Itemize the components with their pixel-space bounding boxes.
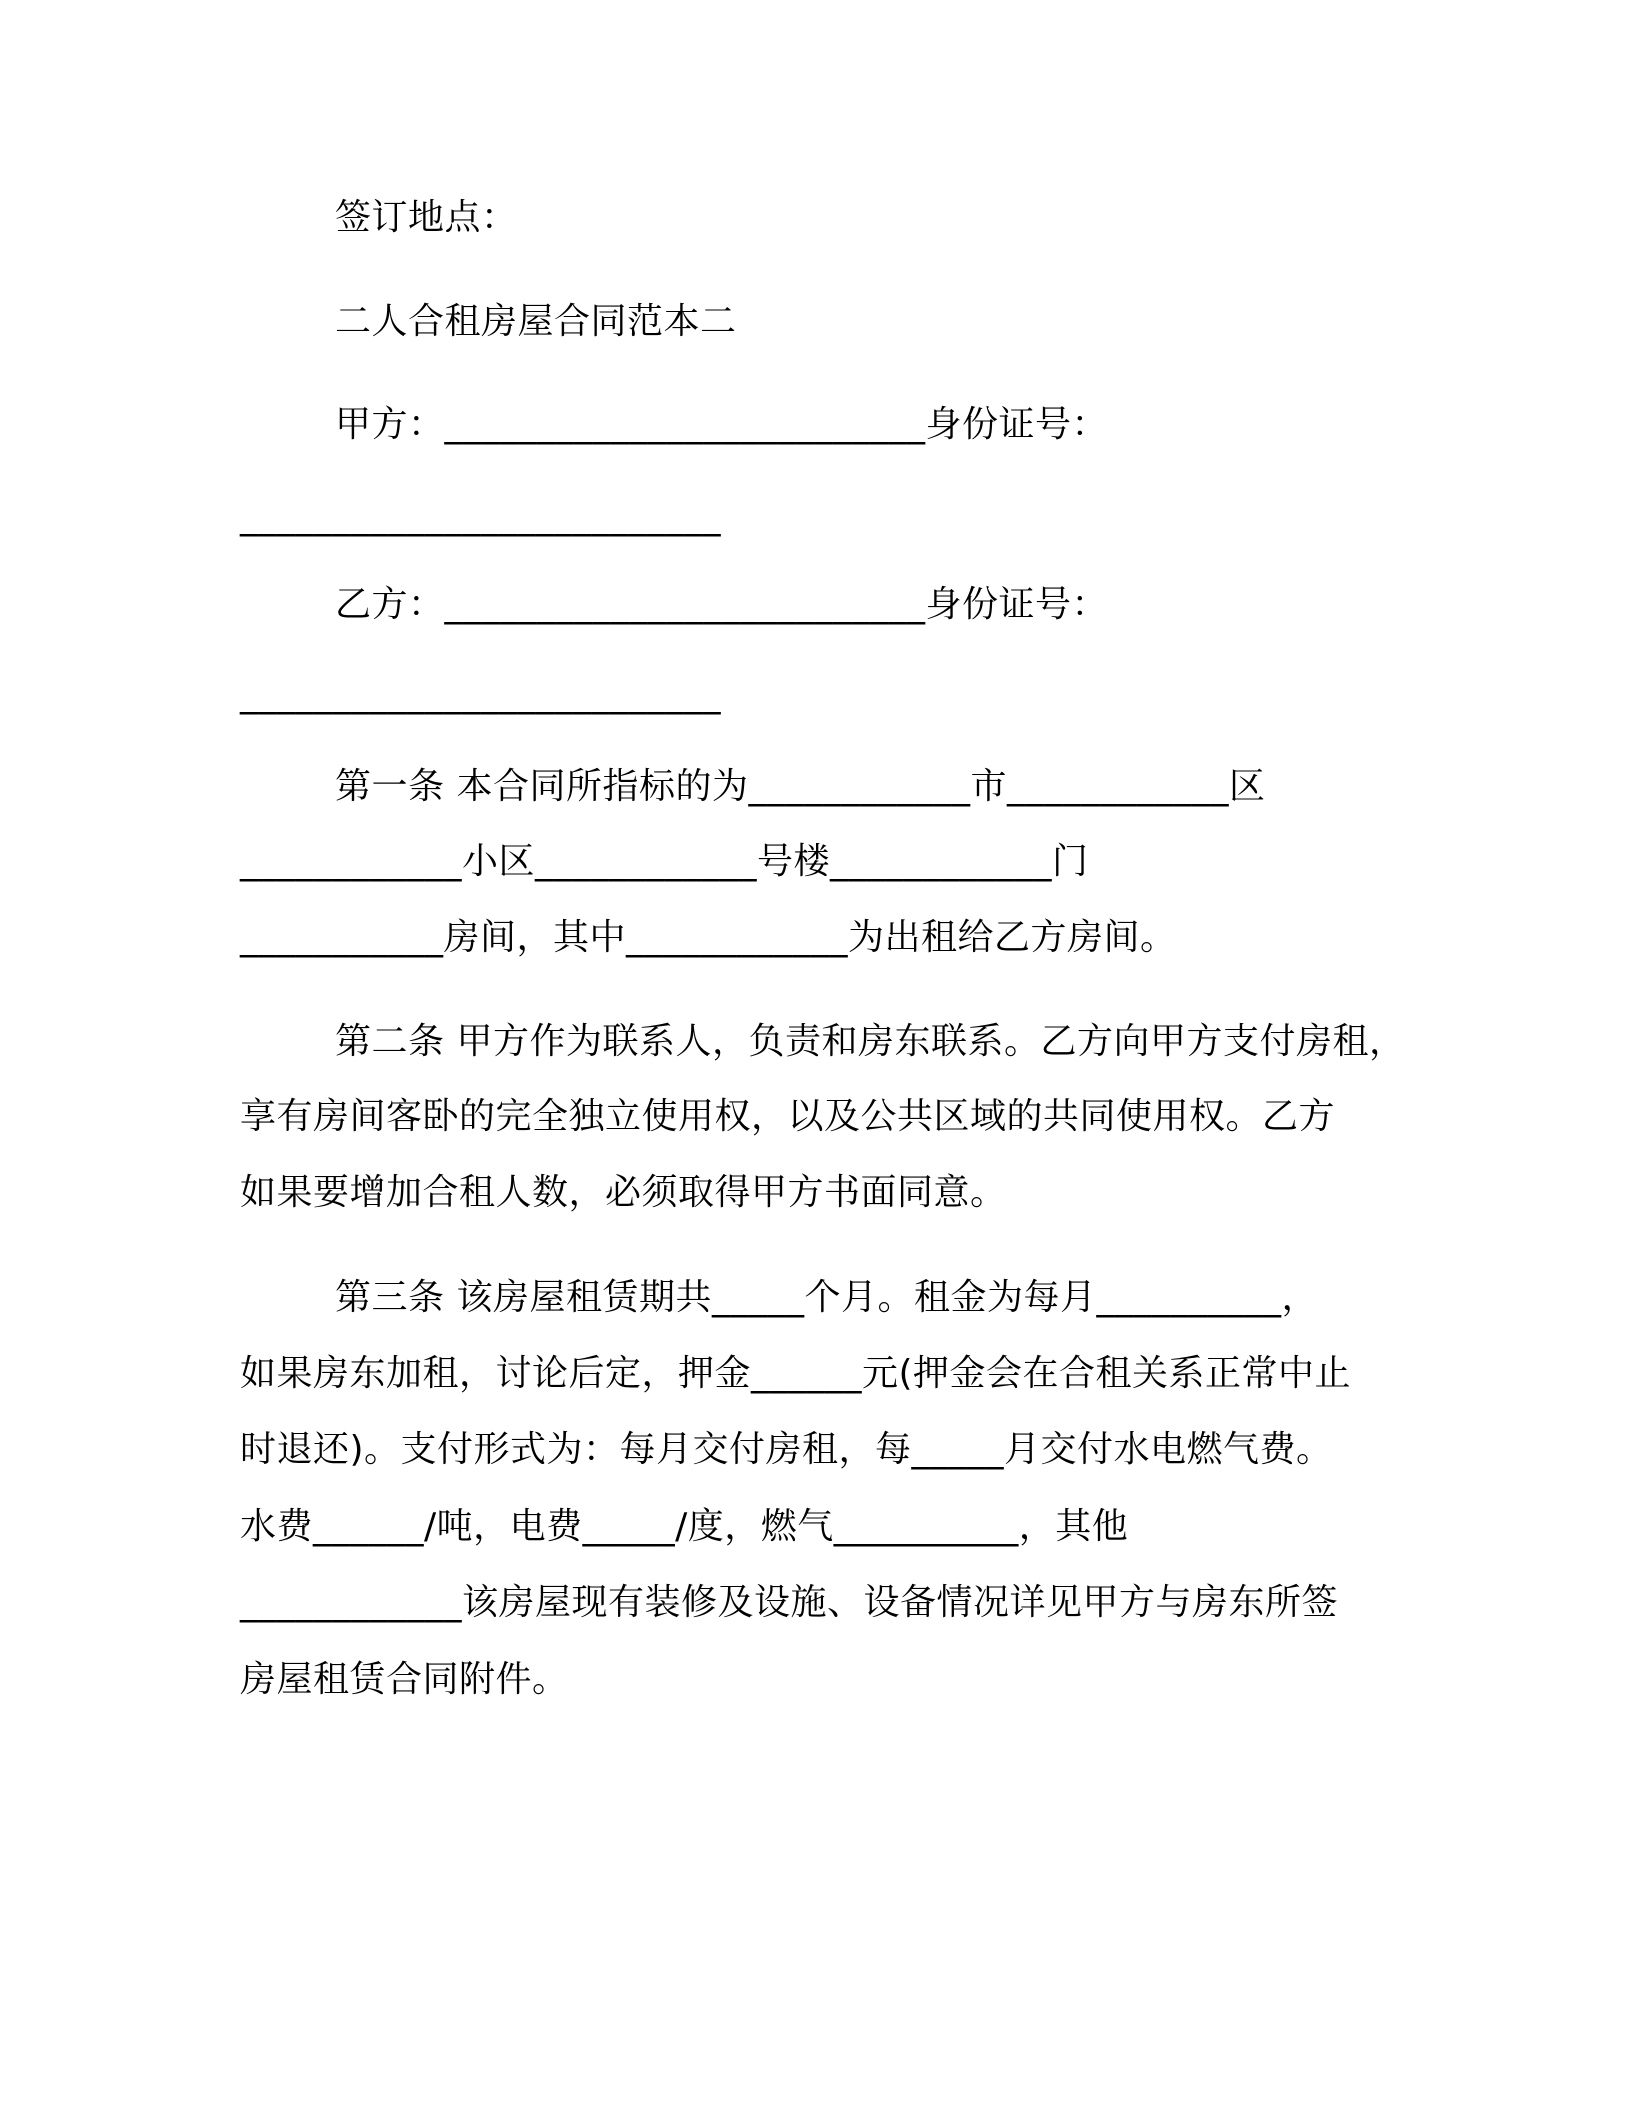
party-b-id-blank-line: __________________________ — [240, 674, 721, 715]
article-2-line: 享有房间客卧的完全独立使用权，以及公共区域的共同使用权。乙方 — [240, 1096, 1336, 1137]
article-2-line: 第二条 甲方作为联系人，负责和房东联系。乙方向甲方支付房租， — [335, 1021, 1406, 1062]
party-a-id-blank-line: __________________________ — [240, 496, 721, 537]
party-a-name-id-line: 甲方：__________________________身份证号： — [335, 404, 1109, 445]
article-1-line: ____________小区____________号楼____________门 — [240, 841, 1089, 882]
article-3-line: 水费______/吨，电费_____/度，燃气__________，其他 — [240, 1506, 1129, 1547]
article-1-line: ___________房间，其中____________为出租给乙方房间。 — [240, 917, 1177, 958]
document-title: 二人合租房屋合同范本二 — [335, 301, 737, 342]
article-3-line: 时退还)。支付形式为：每月交付房租，每_____月交付水电燃气费。 — [240, 1429, 1333, 1470]
article-3-line: 第三条 该房屋租赁期共_____个月。租金为每月__________， — [335, 1277, 1318, 1318]
article-3-line: 如果房东加租，讨论后定，押金______元(押金会在合租关系正常中止 — [240, 1353, 1352, 1394]
article-3-line: ____________该房屋现有装修及设施、设备情况详见甲方与房东所签 — [240, 1582, 1339, 1623]
party-b-name-id-line: 乙方：__________________________身份证号： — [335, 584, 1109, 625]
article-2-line: 如果要增加合租人数，必须取得甲方书面同意。 — [240, 1172, 1007, 1213]
article-3-line: 房屋租赁合同附件。 — [240, 1659, 569, 1700]
signing-place-label: 签订地点： — [335, 197, 518, 238]
article-1-line: 第一条 本合同所指标的为____________市____________区 — [335, 766, 1266, 807]
